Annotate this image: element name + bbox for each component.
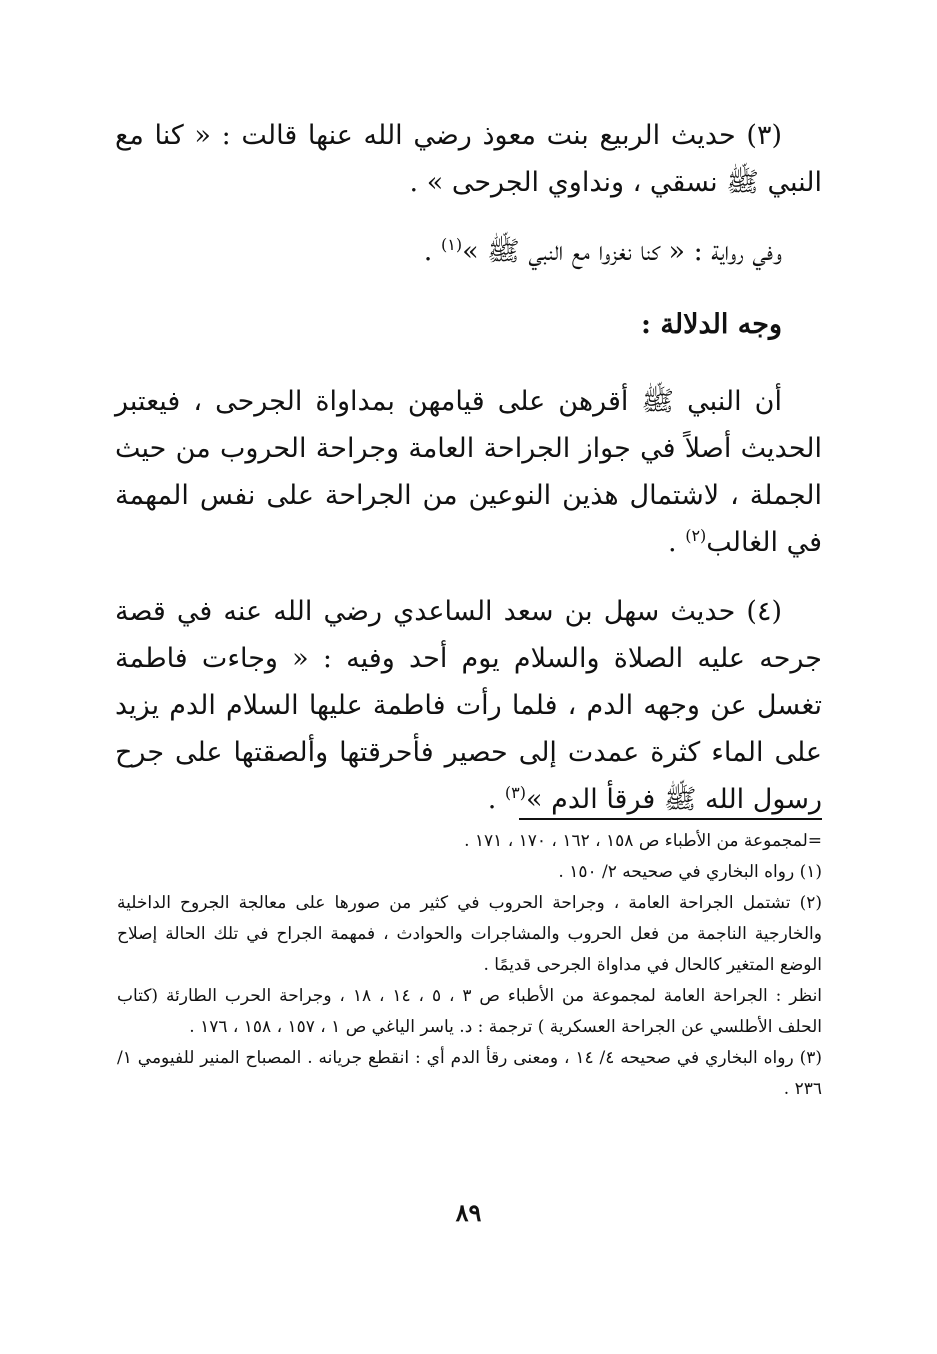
footnote-separator — [519, 818, 822, 820]
evidence-text: أن النبي ﷺ أقرهن على قيامهن بمداواة الجرحى ، فيعتبر الحديث أصلاً في جواز الجراحة العامة وجراحة الحروب من حيث الجملة ، لاشتمال هذين النوعين من الجراحة على نفس المهمة في الغالب — [115, 386, 822, 558]
page-number: ٨٩ — [455, 1198, 482, 1227]
narration-paragraph — [115, 228, 822, 275]
footnote-ref-3[interactable]: (٣) — [504, 783, 527, 802]
hadith-4-paragraph — [115, 588, 822, 823]
footnotes — [117, 826, 822, 1105]
footnote-3: (٣) رواه البخاري في صحيحه ٤/ ١٤ ، ومعنى رقأ الدم أي : انقطع جريانه . المصباح المنير للفيومي ١/ ٢٣٦ . — [117, 1048, 823, 1099]
section-heading: وجه الدلالة : — [641, 309, 782, 340]
footnote-ref-1[interactable]: (١) — [440, 235, 463, 254]
footnote-1: (١) رواه البخاري في صحيحه ٢/ ١٥٠ . — [558, 862, 822, 882]
footnote-2-continuation: انظر : الجراحة العامة لمجموعة من الأطباء ص ٣ ، ٥ ، ١٤ ، ١٨ ، وجراحة الحرب الطارئة (كتاب الحلف الأطلسي عن الجراحة العسكرية ) ترجمة : د. ياسر الياغي ص ١ ، ١٥٧ ، ١٥٨ ، ١٧٦ . — [117, 986, 823, 1037]
narration-text: وفي رواية : « كنا نغزوا مع النبي ﷺ » — [462, 236, 782, 267]
hadith-3-paragraph: (٣) حديث الربيع بنت معوذ رضي الله عنها قالت : « كنا مع النبي ﷺ نسقي ، ونداوي الجرحى » . — [115, 120, 822, 198]
hadith-4-end: . — [487, 784, 505, 815]
footnote-continuation: =لمجموعة من الأطباء ص ١٥٨ ، ١٦٢ ، ١٧٠ ، ١٧١ . — [464, 831, 822, 851]
evidence-end: . — [668, 527, 686, 558]
main-text — [115, 112, 822, 823]
hadith-4-text: (٤) حديث سهل بن سعد الساعدي رضي الله عنه في قصة جرحه عليه الصلاة والسلام يوم أحد وفيه : « وجاءت فاطمة تغسل عن وجهه الدم ، فلما رأت فاطمة عليها السلام الدم يزيد على الماء كثرة عمدت إلى حصير فأحرقتها وألصقتها على جرح رسول الله ﷺ فرقأ الدم » — [115, 596, 822, 815]
narration-end: . — [423, 236, 441, 267]
evidence-paragraph — [115, 378, 822, 566]
footnote-ref-2[interactable]: (٢) — [685, 526, 707, 545]
footnote-2: (٢) تشتمل الجراحة العامة ، وجراحة الحروب في كثير من صورها على معالجة الجروح الداخلية والخارجية الناجمة من فعل الحروب والمشاجرات والحوادث ، فمهمة الجراح في تلك الحالة إصلاح الوضع المتغير كالحال في مداواة الجرحى قديمًا . — [117, 893, 822, 975]
